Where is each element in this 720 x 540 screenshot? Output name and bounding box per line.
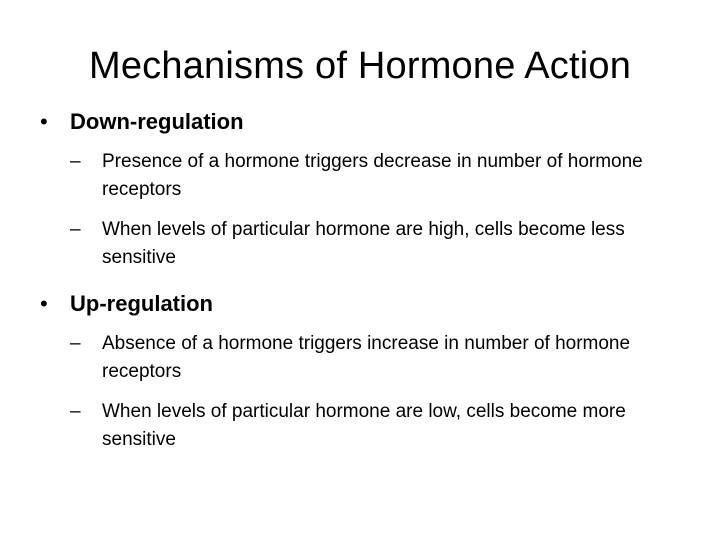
sub-bullet-list xyxy=(70,148,686,272)
sub-bullet-list xyxy=(70,330,686,454)
sub-bullet-marker: – xyxy=(70,333,81,354)
sub-bullet xyxy=(70,148,686,204)
sub-bullet-text: When levels of particular hormone are low, cells become more sensitive xyxy=(102,401,626,450)
bullet-list xyxy=(36,106,686,470)
sub-bullet-text: Absence of a hormone triggers increase in number of hormone receptors xyxy=(102,333,631,382)
bullet-marker: • xyxy=(40,109,48,134)
bullet-up-regulation xyxy=(36,288,686,454)
sub-bullet-text: When levels of particular hormone are high, cells become less sensitive xyxy=(102,219,625,268)
bullet-down-regulation xyxy=(36,106,686,272)
bullet-marker: • xyxy=(40,291,48,316)
sub-bullet-marker: – xyxy=(70,151,81,172)
bullet-label: Up-regulation xyxy=(70,291,213,316)
bullet-label: Down-regulation xyxy=(70,109,244,134)
sub-bullet-text: Presence of a hormone triggers decrease in number of hormone receptors xyxy=(102,151,643,200)
sub-bullet xyxy=(70,330,686,386)
sub-bullet-marker: – xyxy=(70,219,81,240)
sub-bullet xyxy=(70,398,686,454)
slide-title: Mechanisms of Hormone Action xyxy=(88,45,632,87)
sub-bullet-marker: – xyxy=(70,401,81,422)
sub-bullet xyxy=(70,216,686,272)
